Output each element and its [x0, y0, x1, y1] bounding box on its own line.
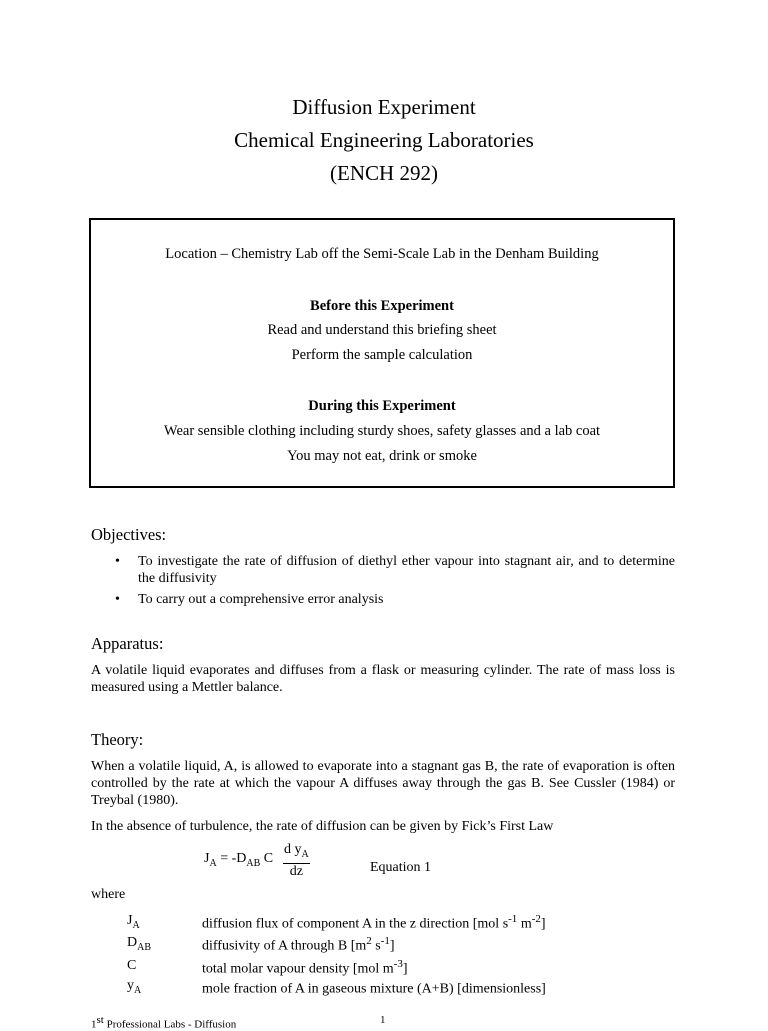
equation-lhs: $J_A = -D_{AB}$ C — [204, 851, 274, 869]
info-box — [89, 218, 675, 488]
bullet-icon: • — [115, 592, 120, 607]
before-item: Perform the sample calculation — [291, 347, 473, 363]
objectives-heading: Objectives: — [91, 525, 167, 544]
before-heading: Before this Experiment — [310, 298, 454, 314]
theory-paragraph-1: When a volatile liquid, A, is allowed to evaporate into a stagnant gas B, the rate of evaporation is often controlled by the rate at which the vapour A diffuses away through the gas B. See Cussler (1984) or Treybal (1980). — [91, 759, 675, 808]
during-heading: During this Experiment — [308, 398, 456, 414]
definition: mole fraction of A in gaseous mixture (A+B) [dimensionless] — [202, 981, 546, 997]
during-item: Wear sensible clothing including sturdy shoes, safety glasses and a lab coat — [163, 423, 601, 439]
bullet-icon: • — [115, 554, 120, 569]
list-item: • To carry out a comprehensive error analysis — [115, 592, 384, 607]
document-title — [0, 91, 768, 190]
symbol: $D_{AB}$ — [127, 935, 152, 953]
apparatus-text: A volatile liquid evaporates and diffuses from a flask or measuring cylinder. The rate of mass loss is measured using a Mettler balance. — [91, 663, 675, 695]
page-number: 1 — [380, 1014, 386, 1026]
footer-label: 1st Professional Labs - Diffusion — [91, 1014, 237, 1031]
definition: total molar vapour density [mol $m^{-3}$] — [202, 958, 408, 977]
before-item: Read and understand this briefing sheet — [267, 322, 497, 338]
during-item: You may not eat, drink or smoke — [287, 448, 477, 464]
symbol: $y_A$ — [127, 978, 142, 996]
list-item: • To investigate the rate of diffusion of diethyl ether vapour into stagnant air, and to determine the diffusivity — [115, 554, 675, 586]
equation-fraction: $\frac{d y_A}{dz}$ — [284, 842, 309, 879]
symbol: C — [127, 958, 137, 973]
where-text: where — [91, 887, 126, 902]
apparatus-heading: Apparatus: — [91, 634, 164, 653]
title-line-1: Diffusion Experiment — [292, 95, 476, 119]
equation-label: Equation 1 — [370, 860, 432, 875]
theory-paragraph-2: In the absence of turbulence, the rate of diffusion can be given by Fick’s First Law — [91, 819, 554, 834]
title-line-2: Chemical Engineering Laboratories — [234, 128, 534, 152]
objectives-list — [91, 553, 675, 612]
theory-heading: Theory: — [91, 730, 144, 749]
location-text: Location – Chemistry Lab off the Semi-Scale Lab in the Denham Building — [165, 246, 599, 262]
title-line-3: (ENCH 292) — [330, 161, 438, 185]
definition: diffusivity of A through B [$m^2$ $s^{-1}$] — [202, 935, 395, 954]
definition: diffusion flux of component A in the z direction [mol $s^{-1}$ $m^{-2}$] — [202, 913, 546, 932]
symbol: $J_A$ — [127, 913, 140, 931]
